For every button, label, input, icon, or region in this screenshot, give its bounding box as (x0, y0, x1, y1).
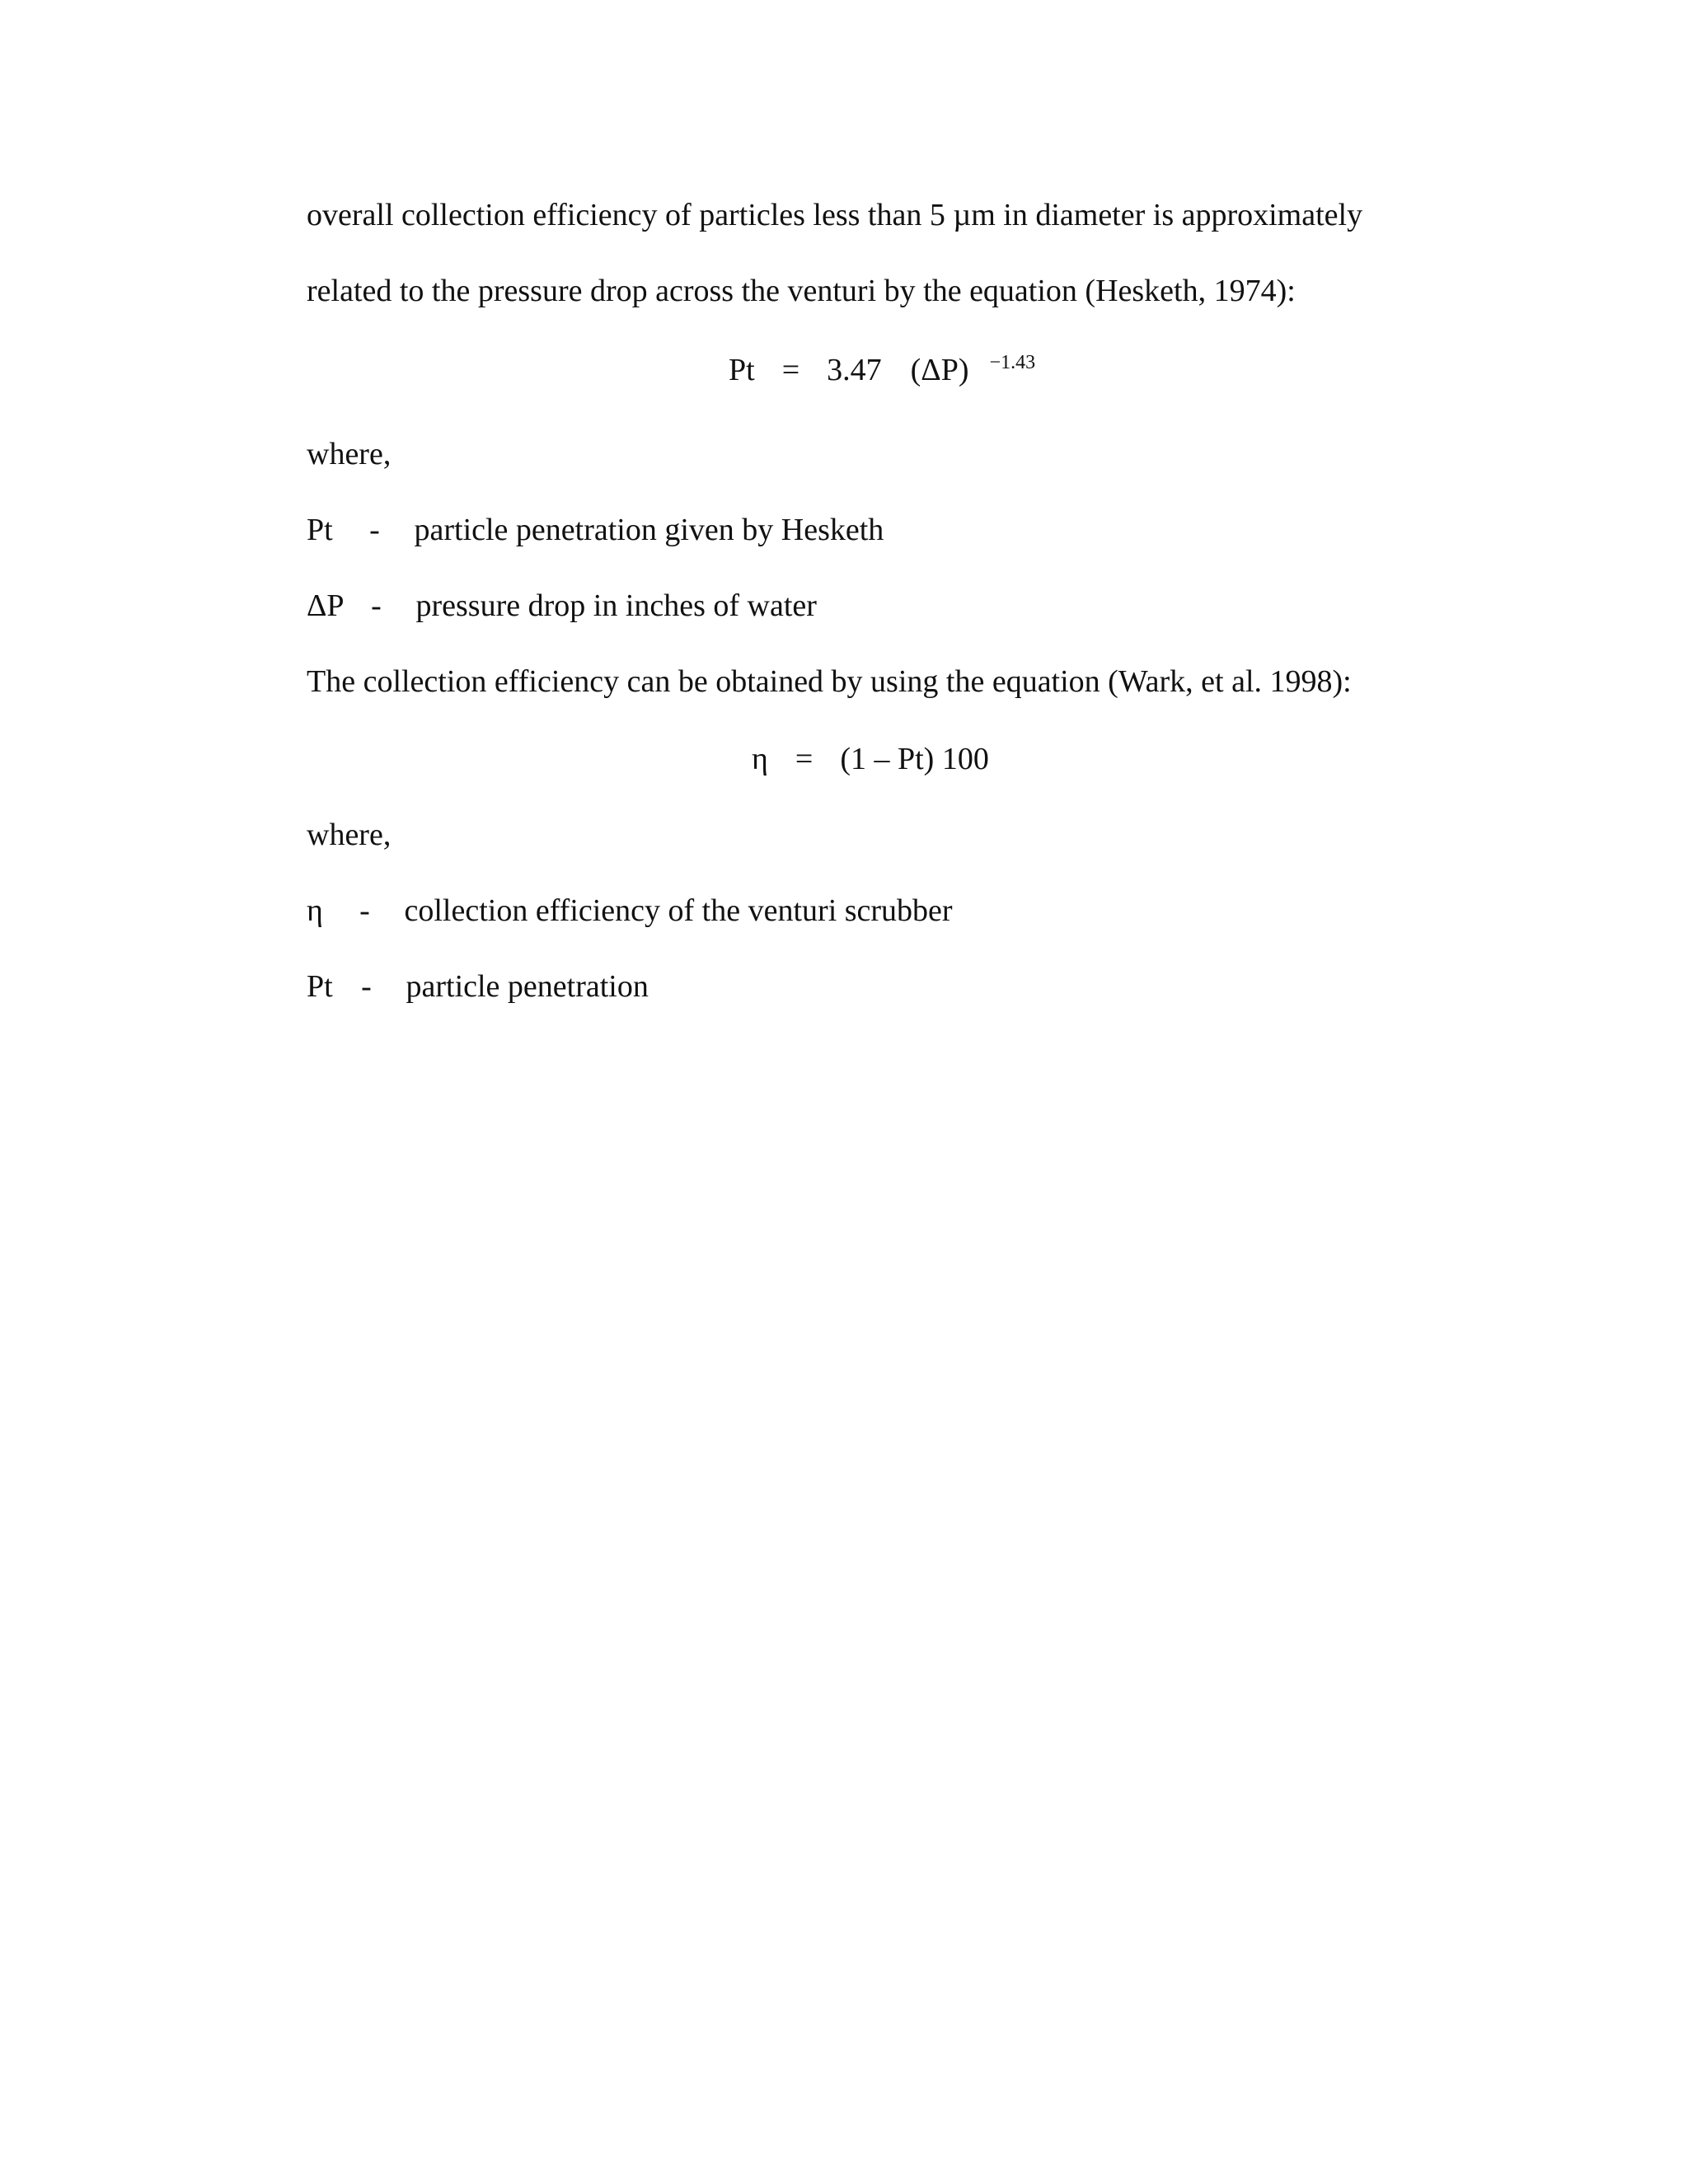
equation-2-equals: = (795, 742, 814, 776)
definition-symbol: Pt (307, 513, 333, 547)
definition-row-pt-2 (307, 968, 649, 1005)
definition-symbol: Pt (307, 969, 333, 1004)
equation-1-variable: (ΔP) (910, 353, 969, 387)
definition-text: pressure drop in inches of water (415, 588, 817, 623)
equation-2-rhs: (1 – Pt) 100 (840, 742, 989, 776)
paragraph-line-2: related to the pressure drop across the venturi by the equation (Hesketh, 1974): (307, 274, 1296, 308)
equation-1-equals: = (781, 353, 800, 387)
where-label-2: where, (307, 818, 392, 852)
equation-2-lhs: η (752, 742, 768, 776)
definition-text: particle penetration given by Hesketh (414, 513, 884, 547)
equation-1-lhs: Pt (729, 353, 755, 387)
definition-dash: - (361, 969, 372, 1004)
definition-row-pt (307, 511, 884, 549)
paragraph-2-line-1: The collection efficiency can be obtained by using the equation (Wark, et al. 1998): (307, 664, 1352, 699)
where-label-1: where, (307, 437, 392, 471)
definition-row-delta-p (307, 587, 817, 625)
equation-penetration (729, 351, 1035, 393)
paragraph-line-1: overall collection efficiency of particles less than 5 µm in diameter is approximately (307, 198, 1363, 232)
definition-symbol: ΔP (307, 588, 345, 623)
definition-dash: - (369, 513, 380, 547)
definition-symbol: η (307, 893, 323, 928)
definition-row-eta (307, 892, 953, 930)
definition-dash: - (371, 588, 382, 623)
definition-text: collection efficiency of the venturi scrubber (404, 893, 953, 928)
definition-text: particle penetration (406, 969, 649, 1004)
equation-efficiency (752, 740, 989, 778)
equation-1-exponent: −1.43 (989, 352, 1036, 373)
definition-dash: - (359, 893, 370, 928)
equation-1-coefficient: 3.47 (827, 353, 882, 387)
